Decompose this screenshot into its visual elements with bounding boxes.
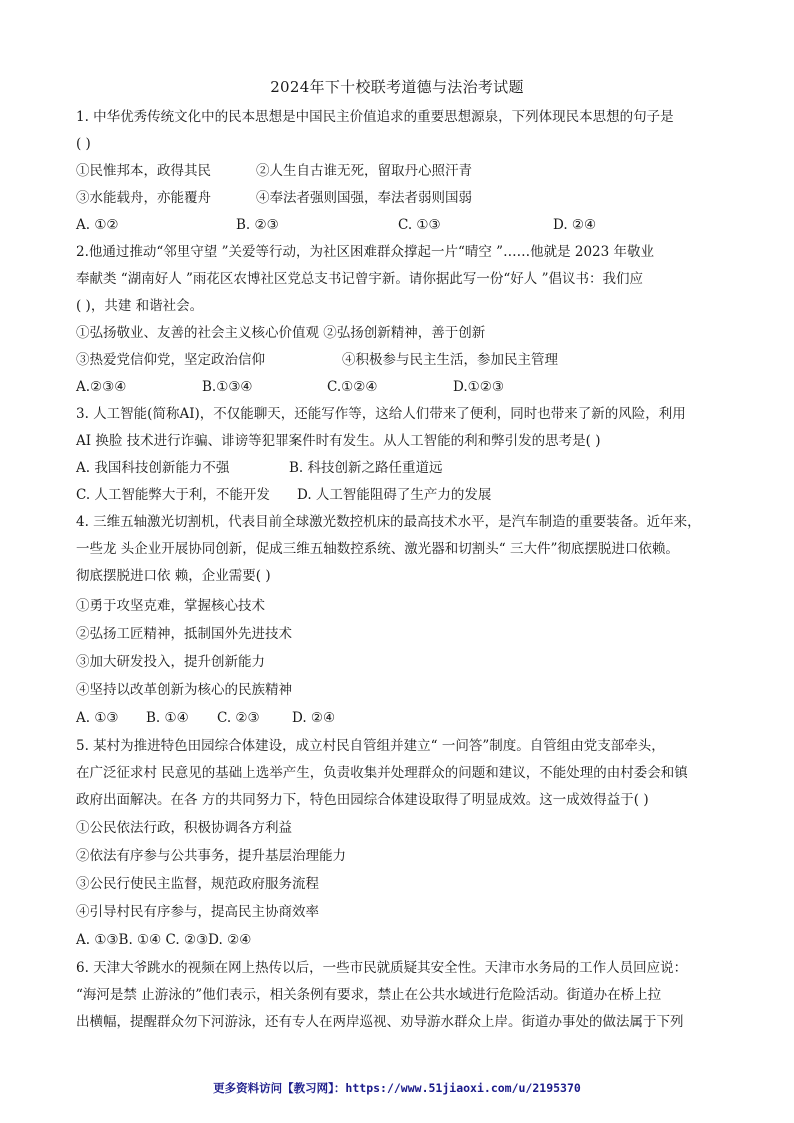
q3-choice-a: A. 我国科技创新能力不强 xyxy=(76,460,230,476)
q2-stem-line-2: 奉献类 “湖南好人 ”雨花区农博社区党总支书记曾宇新。请你据此写一份“好人 ”倡议书：我们应 xyxy=(76,271,643,287)
q2-choice-d: D.①②③ xyxy=(453,379,504,395)
q6-stem-line-3: 出横幅，提醒群众勿下河游泳，还有专人在两岸巡视、劝导游水群众上岸。街道办事处的做法属于下列 xyxy=(76,1014,684,1030)
q1-stem-line-2: ( ) xyxy=(76,136,91,152)
q5-stem-line-3: 政府出面解决。在各 方的共同努力下，特色田园综合体建设取得了明显成效。这一成效得益于( ) xyxy=(76,792,649,808)
q3-stem-line-2: AI 换脸 技术进行诈骗、诽谤等犯罪案件时有发生。从人工智能的利和弊引发的思考是( ) xyxy=(76,433,601,449)
exam-title: 2024年下十校联考道德与法治考试题 xyxy=(270,78,524,96)
q4-choice-d: D. ②④ xyxy=(292,710,336,726)
q4-statement-1: ①勇于攻坚克难，掌握核心技术 xyxy=(76,598,265,614)
q2-choice-c: C.①②④ xyxy=(327,379,378,395)
q1-choice-d: D. ②④ xyxy=(553,217,597,233)
q4-stem-line-1: 4. 三维五轴激光切割机，代表目前全球激光数控机床的最高技术水平，是汽车制造的重要装备。近年来， xyxy=(76,514,701,530)
footer-link[interactable]: 更多资料访问【教习网】：https://www.51jiaoxi.com/u/2195370 xyxy=(213,1081,581,1095)
q2-stem-line-1: 2.他通过推动“邻里守望 ”关爱等行动，为社区困难群众撑起一片“晴空 ”……他就是 2023 年敬业 xyxy=(76,244,655,260)
q1-statement-2: ②人生自古谁无死，留取丹心照汗青 xyxy=(256,163,472,179)
q3-stem-line-1: 3. 人工智能(简称AI)，不仅能聊天，还能写作等，这给人们带来了便利，同时也带来了新的风险，利用 xyxy=(76,406,686,422)
q2-statements-row-1: ①弘扬敬业、友善的社会主义核心价值观 ②弘扬创新精神，善于创新 xyxy=(76,325,486,341)
q1-statement-3: ③水能载舟，亦能覆舟 xyxy=(76,190,211,206)
q1-choice-c: C. ①③ xyxy=(398,217,441,233)
q1-stem-line-1: 1. 中华优秀传统文化中的民本思想是中国民主价值追求的重要思想源泉，下列体现民本思想的句子是 xyxy=(76,109,674,125)
q2-choice-b: B.①③④ xyxy=(202,379,253,395)
q4-choice-a: A. ①③ xyxy=(76,710,119,726)
q2-statement-3: ③热爱党信仰党，坚定政治信仰 xyxy=(76,352,265,368)
q4-statement-3: ③加大研发投入，提升创新能力 xyxy=(76,654,265,670)
q5-statement-4: ④引导村民有序参与，提高民主协商效率 xyxy=(76,904,319,920)
q5-statement-1: ①公民依法行政，积极协调各方利益 xyxy=(76,820,292,836)
q4-statement-2: ②弘扬工匠精神，抵制国外先进技术 xyxy=(76,626,292,642)
q1-choice-b: B. ②③ xyxy=(236,217,279,233)
q5-statement-2: ②依法有序参与公共事务，提升基层治理能力 xyxy=(76,848,346,864)
q5-stem-line-1: 5. 某村为推进特色田园综合体建设，成立村民自管组并建立“ 一问答”制度。自管组由党支部牵头， xyxy=(76,738,665,754)
q6-stem-line-2: “海河是禁 止游泳的”他们表示，相关条例有要求，禁止在公共水域进行危险活动。街道办在桥上拉 xyxy=(76,987,662,1003)
q6-stem-line-1: 6. 天津大爷跳水的视频在网上热传以后，一些市民就质疑其安全性。天津市水务局的工作人员回应说： xyxy=(76,960,688,976)
q3-choice-d: D. 人工智能阻碍了生产力的发展 xyxy=(297,487,492,503)
q4-stem-line-2: 一些龙 头企业开展协同创新，促成三维五轴数控系统、激光器和切割头“ 三大件”彻底摆脱进口依赖。 xyxy=(76,541,679,557)
q5-stem-line-2: 在广泛征求村 民意见的基础上选举产生，负责收集并处理群众的问题和建议，不能处理的由村委会和镇 xyxy=(76,765,688,781)
q1-statement-4: ④奉法者强则国强，奉法者弱则国弱 xyxy=(256,190,472,206)
q5-choices: A. ①③B. ①④ C. ②③D. ②④ xyxy=(76,932,252,948)
q3-choice-b: B. 科技创新之路任重道远 xyxy=(289,460,443,476)
q2-choice-a: A.②③④ xyxy=(76,379,127,395)
q4-choice-b: B. ①④ xyxy=(146,710,189,726)
q1-choice-a: A. ①② xyxy=(76,217,119,233)
q3-choice-c: C. 人工智能弊大于利，不能开发 xyxy=(76,487,270,503)
q4-choice-c: C. ②③ xyxy=(217,710,260,726)
q4-stem-line-3: 彻底摆脱进口依 赖，企业需要( ) xyxy=(76,568,271,584)
q1-statement-1: ①民惟邦本，政得其民 xyxy=(76,163,211,179)
q5-statement-3: ③公民行使民主监督，规范政府服务流程 xyxy=(76,876,319,892)
q2-statement-4: ④积极参与民主生活，参加民主管理 xyxy=(342,352,558,368)
q4-statement-4: ④坚持以改革创新为核心的民族精神 xyxy=(76,682,292,698)
q2-stem-line-3: ( )，共建 和谐社会。 xyxy=(76,298,204,314)
